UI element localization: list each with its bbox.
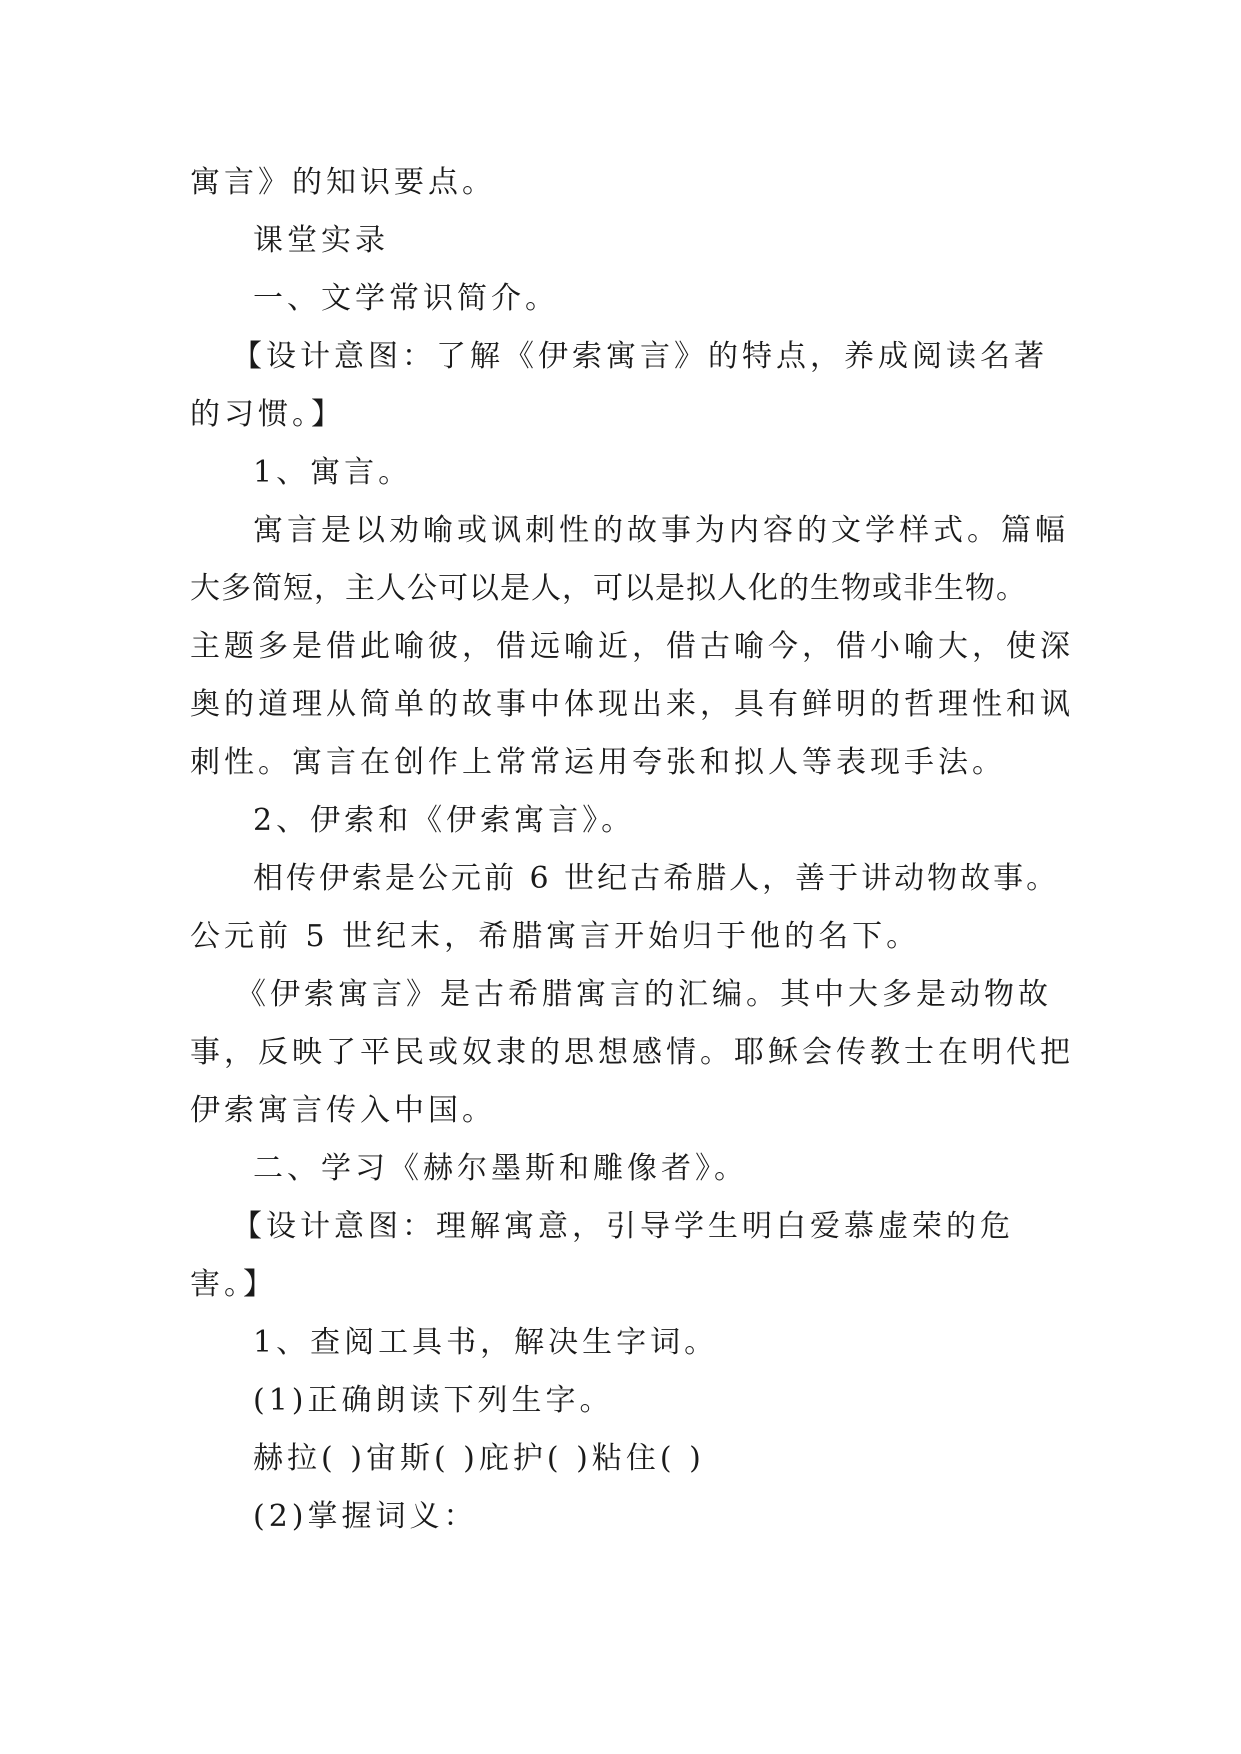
paragraph-line: 寓言是以劝喻或讽刺性的故事为内容的文学样式。篇幅 (253, 513, 1069, 548)
paragraph-line: 相传伊索是公元前 6 世纪古希腊人，善于讲动物故事。 (253, 861, 1060, 896)
section-heading: 课堂实录 (253, 223, 389, 258)
list-item: (1)正确朗读下列生字。 (253, 1383, 614, 1418)
paragraph-line: 公元前 5 世纪末，希腊寓言开始归于他的名下。 (190, 919, 921, 954)
text-line: 害。】 (190, 1267, 277, 1302)
section-heading: 一、文学常识简介。 (253, 281, 559, 316)
subsection-heading: 2、伊索和《伊索寓言》。 (253, 803, 636, 838)
list-item: 赫拉( )宙斯( )庇护( )粘住( ) (253, 1441, 705, 1476)
paragraph-line: 事，反映了平民或奴隶的思想感情。耶稣会传教士在明代把 (190, 1035, 1074, 1070)
paragraph-line: 伊索寓言传入中国。 (190, 1093, 496, 1128)
paragraph-line: 大多简短，主人公可以是人，可以是拟人化的生物或非生物。 (190, 571, 1027, 606)
section-heading: 二、学习《赫尔墨斯和雕像者》。 (253, 1151, 748, 1186)
paragraph-line: 刺性。寓言在创作上常常运用夸张和拟人等表现手法。 (190, 745, 1006, 780)
paragraph-line: 主题多是借此喻彼，借远喻近，借古喻今，借小喻大，使深 (190, 629, 1074, 664)
subsection-heading: 1、寓言。 (253, 455, 413, 490)
paragraph-line: 奥的道理从简单的故事中体现出来，具有鲜明的哲理性和讽 (190, 687, 1074, 722)
subsection-heading: 1、查阅工具书，解决生字词。 (253, 1325, 719, 1360)
design-intent-note: 【设计意图：理解寓意，引导学生明白爱慕虚荣的危 (232, 1209, 1014, 1244)
paragraph-line: 《伊索寓言》是古希腊寓言的汇编。其中大多是动物故 (236, 977, 1052, 1012)
text-line: 寓言》的知识要点。 (190, 165, 496, 200)
design-intent-note: 【设计意图：了解《伊索寓言》的特点，养成阅读名著 (232, 339, 1048, 374)
list-item: (2)掌握词义： (253, 1499, 478, 1534)
text-line: 的习惯。】 (190, 397, 345, 432)
